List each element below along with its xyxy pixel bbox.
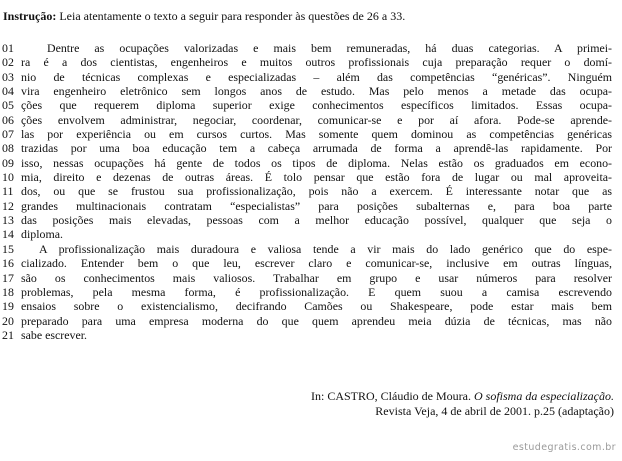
text-line — [2, 170, 614, 184]
line-number: 07 — [2, 127, 14, 142]
line-number: 01 — [2, 41, 14, 55]
text-line — [2, 184, 614, 198]
line-text: A profissionalização mais duradoura e valiosa tende a vir mais do lado genérico que do espe- — [39, 241, 612, 256]
line-number: 12 — [2, 198, 14, 213]
line-number: 19 — [2, 299, 14, 314]
line-text: ra é a dos cientistas, engenheiros e muitos outros profissionais cuja preparação requer o domí- — [21, 55, 612, 70]
line-text: sabe escrever. — [21, 327, 88, 342]
line-text: dos, ou que se frustou sua profissionalização, pois não a exercem. É interessante notar que as — [21, 184, 612, 199]
reading-text — [2, 41, 614, 342]
line-number: 14 — [2, 227, 14, 242]
text-line — [2, 227, 614, 241]
line-text: las por experiência ou em cursos curtos. Mas somente quem dominou as competências genéricas — [21, 127, 612, 142]
line-text: mia, direito e dezenas de outras áreas. É tolo pensar que estão fora de lugar ou mal aproveita- — [21, 170, 612, 185]
text-line — [2, 285, 614, 299]
text-line — [2, 299, 614, 313]
text-line — [2, 127, 614, 141]
text-line — [2, 213, 614, 227]
line-number: 09 — [2, 155, 14, 170]
line-number: 06 — [2, 112, 14, 127]
line-number: 13 — [2, 213, 14, 228]
line-text: cializado. Entender bem o que leu, escrever claro e comunicar-se, inclusive em outras línguas, — [21, 256, 612, 271]
instruction-text: Leia atentamente o texto a seguir para responder às questões de 26 a 33. — [59, 9, 406, 23]
citation-source: Revista Veja, 4 de abril de 2001. p.25 (adaptação) — [375, 404, 614, 418]
line-text: grandes multinacionais contratam “especialistas” para posições subalternas e, para boa parte — [21, 198, 612, 213]
citation-author — [311, 389, 614, 404]
line-text: vira engenheiro eletrônico sem longos anos de estudo. Mas pelo menos a metade das ocupa- — [21, 84, 612, 99]
line-number: 15 — [2, 241, 14, 256]
line-text: ções que requerem diploma superior exige conhecimentos específicos limitados. Essas ocupa- — [21, 98, 612, 113]
line-text: das posições mais elevadas, pessoas com a melhor educação possível, qualquer que seja o — [21, 213, 612, 228]
line-number: 08 — [2, 141, 14, 156]
text-line — [2, 271, 614, 285]
line-number: 16 — [2, 256, 14, 271]
text-line — [2, 314, 614, 328]
line-number: 21 — [2, 327, 14, 342]
citation-title: O sofisma da especialização. — [474, 389, 614, 403]
line-number: 04 — [2, 84, 14, 99]
text-line — [2, 256, 614, 270]
text-line — [2, 98, 614, 112]
text-line — [2, 328, 614, 342]
text-line — [2, 70, 614, 84]
line-text: problemas, pela mesma forma, é profissionalização. E quem suou a camisa escrevendo — [21, 284, 612, 299]
instruction — [3, 9, 615, 24]
line-number: 17 — [2, 270, 14, 285]
watermark: estudegratis.com.br — [512, 442, 616, 453]
instruction-label: Instrução: — [3, 9, 57, 23]
text-line — [2, 113, 614, 127]
line-number: 02 — [2, 55, 14, 70]
line-text: isso, nessas ocupações há gente de todos os tipos de diploma. Nelas estão os graduados em econo- — [21, 155, 612, 170]
text-line — [2, 242, 614, 256]
line-number: 20 — [2, 313, 14, 328]
line-text: preparado para uma empresa moderna do que quem aprendeu meia dúzia de técnicas, mas não — [21, 313, 612, 328]
line-text: ensaios sobre o existencialismo, decifrando Camões ou Shakespeare, pode estar mais bem — [21, 299, 612, 314]
line-number: 10 — [2, 170, 14, 185]
line-text: diploma. — [21, 227, 63, 242]
text-line — [2, 156, 614, 170]
text-line — [2, 84, 614, 98]
line-number: 11 — [2, 184, 14, 199]
line-number: 05 — [2, 98, 14, 113]
text-line — [2, 41, 614, 55]
line-text: Dentre as ocupações valorizadas e mais bem remuneradas, há duas categorias. A primei- — [47, 41, 612, 55]
line-text: nio de técnicas complexas e especializadas – além das competências “genéricas”. Ninguém — [21, 69, 612, 84]
line-number: 03 — [2, 69, 14, 84]
text-line — [2, 55, 614, 69]
text-line — [2, 141, 614, 155]
text-line — [2, 199, 614, 213]
citation-prefix: In: CASTRO, Cláudio de Moura. — [311, 389, 471, 403]
line-text: ções envolvem administrar, negociar, coordenar, comunicar-se e por aí afora. Pode-se aprende- — [21, 112, 612, 127]
line-number: 18 — [2, 284, 14, 299]
line-text: trazidas por uma boa educação tem a cabeça arrumada de forma a aprendê-las rapidamente. Por — [21, 141, 612, 156]
line-text: são os conhecimentos mais valiosos. Trabalhar em grupo e usar números para resolver — [21, 270, 612, 285]
